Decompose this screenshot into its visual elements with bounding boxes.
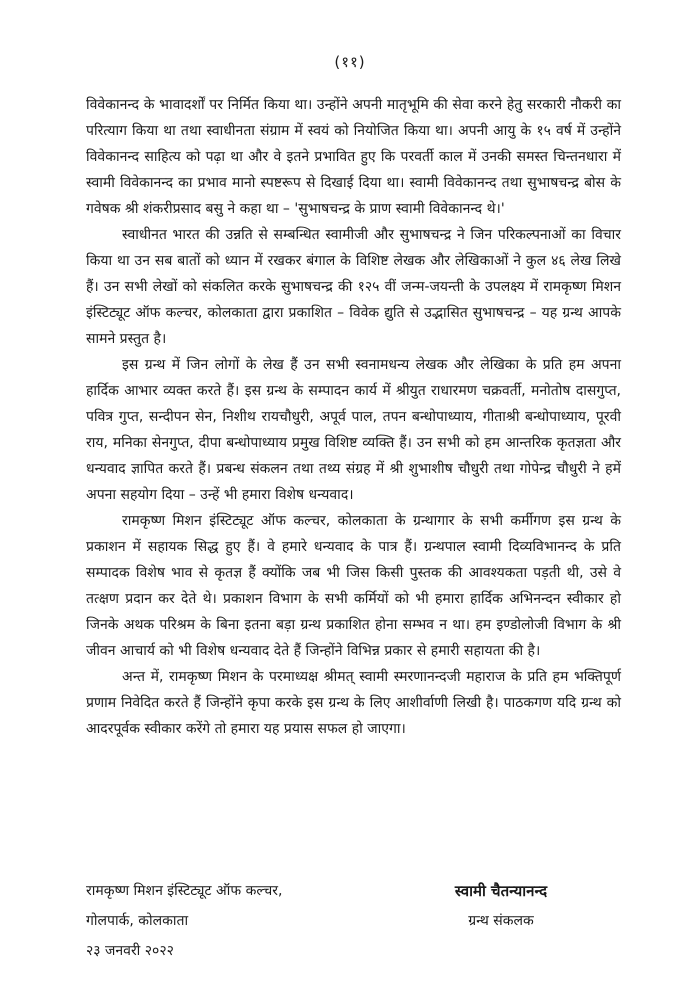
- signatory-role: ग्रन्थ संकलक: [468, 913, 534, 929]
- signatory-name: स्वामी चैतन्यानन्द: [454, 882, 548, 900]
- page-number: (११): [334, 53, 366, 71]
- institution-location: गोलपार्क, कोलकाता: [86, 913, 189, 929]
- paragraph-4: रामकृष्ण मिशन इंस्टिट्यूट ऑफ कल्चर, कोलकाता के ग्रन्थागार के सभी कर्मीगण इस ग्रन्थ के प्रकाशन में सहायक सिद्ध हुए हैं। वे हमारे धन्यवाद के पात्र हैं। ग्रन्थपाल स्वामी दिव्यविभानन्द के प्रति सम्पादक विशेष भाव से कृतज्ञ हैं क्योंकि जब भी जिस किसी पुस्तक की आवश्यकता पड़ती थी, उसे वे तत्क्षण प्रदान कर देते थे। प्रकाशन विभाग के सभी कर्मियों को भी हमारा हार्दिक अभिनन्दन स्वीकार हो जिनके अथक परिश्रम के बिना इतना बड़ा ग्रन्थ प्रकाशित होना सम्भव न था। हम इण्डोलोजी विभाग के श्री जीवन आचार्य को भी विशेष धन्यवाद देते हैं जिन्होंने विभिन्न प्रकार से हमारी सहायता की है।: [86, 513, 621, 659]
- paragraph-1: विवेकानन्द के भावादर्शों पर निर्मित किया था। उन्होंने अपनी मातृभूमि की सेवा करने हेतु सरकारी नौकरी का परित्याग किया था तथा स्वाधीनता संग्राम में स्वयं को नियोजित किया था। अपनी आयु के १५ वर्ष में उन्होंने विवेकानन्द साहित्य को पढ़ा था और वे इतने प्रभावित हुए कि परवर्ती काल में उनकी समस्त चिन्तनधारा में स्वामी विवेकानन्द का प्रभाव मानो स्पष्टरूप से दिखाई दिया था। स्वामी विवेकानन्द तथा सुभाषचन्द्र बोस के गवेषक श्री शंकरीप्रसाद बसु ने कहा था – 'सुभाषचन्द्र के प्राण स्वामी विवेकानन्द थे।': [86, 97, 621, 217]
- paragraph-5: अन्त में, रामकृष्ण मिशन के परमाध्यक्ष श्रीमत् स्वामी स्मरणानन्दजी महाराज के प्रति हम भक्तिपूर्ण प्रणाम निवेदित करते हैं जिन्होंने कृपा करके इस ग्रन्थ के लिए आशीर्वाणी लिखी है। पाठकगण यदि ग्रन्थ को आदरपूर्वक स्वीकार करेंगे तो हमारा यह प्रयास सफल हो जाएगा।: [86, 669, 621, 737]
- institution-name: रामकृष्ण मिशन इंस्टिट्यूट ऑफ कल्चर,: [86, 883, 283, 899]
- paragraph-3: इस ग्रन्थ में जिन लोगों के लेख हैं उन सभी स्वनामधन्य लेखक और लेखिका के प्रति हम अपना हार्दिक आभार व्यक्त करते हैं। इस ग्रन्थ के सम्पादन कार्य में श्रीयुत राधारमण चक्रवर्ती, मनोतोष दासगुप्त, पवित्र गुप्त, सन्दीपन सेन, निशीथ रायचौधुरी, अपूर्व पाल, तपन बन्धोपाध्याय, गीताश्री बन्धोपाध्याय, पूरवी राय, मनिका सेनगुप्त, दीपा बन्धोपाध्याय प्रमुख विशिष्ट व्यक्ति हैं। उन सभी को हम आन्तरिक कृतज्ञता और धन्यवाद ज्ञापित करते हैं। प्रबन्ध संकलन तथा तथ्य संग्रह में श्री शुभाशीष चौधुरी तथा गोपेन्द्र चौधुरी ने हमें अपना सहयोग दिया – उन्हें भी हमारा विशेष धन्यवाद।: [86, 357, 621, 503]
- footer-publisher-block: [86, 876, 386, 966]
- body-text: [86, 92, 621, 742]
- footer-signature-block: [411, 876, 591, 936]
- paragraph-2: स्वाधीनत भारत की उन्नति से सम्बन्धित स्वामीजी और सुभाषचन्द्र ने जिन परिकल्पनाओं का विचार किया था उन सब बातों को ध्यान में रखकर बंगाल के विशिष्ट लेखक और लेखिकाओं ने कुल ४६ लेख लिखे हैं। उन सभी लेखों को संकलित करके सुभाषचन्द्र की १२५ वीं जन्म-जयन्ती के उपलक्ष्य में रामकृष्ण मिशन इंस्टिट्यूट ऑफ कल्चर, कोलकाता द्वारा प्रकाशित – विवेक द्युति से उद्भासित सुभाषचन्द्र – यह ग्रन्थ आपके सामने प्रस्तुत है।: [86, 227, 621, 347]
- publication-date: २३ जनवरी २०२२: [86, 943, 174, 959]
